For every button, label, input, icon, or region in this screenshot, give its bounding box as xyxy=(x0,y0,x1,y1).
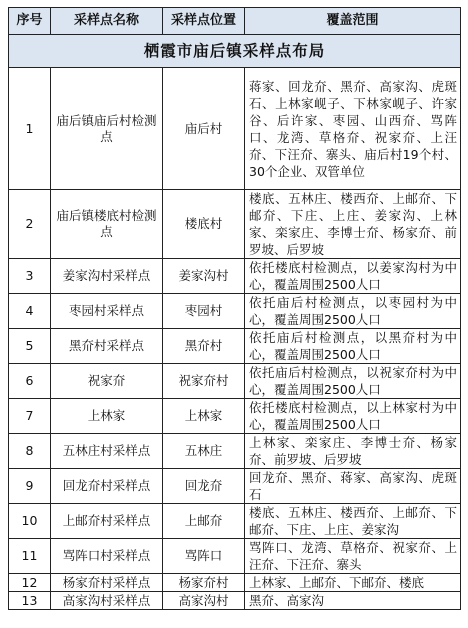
cell-name: 祝家夼 xyxy=(51,364,163,399)
cell-num: 4 xyxy=(9,294,51,329)
cell-name: 高家沟村采样点 xyxy=(51,592,163,610)
header-row xyxy=(9,8,461,35)
cell-name: 骂阵口村采样点 xyxy=(51,539,163,574)
cell-location: 枣园村 xyxy=(163,294,245,329)
cell-coverage: 蒋家、回龙夼、黑夼、高家沟、虎斑石、上林家岘子、下林家岘子、许家谷、后许家、枣园、山西夼、骂阵口、龙湾、草格夼、祝家夼、上汪夼、下汪夼、寨头、庙后村19个村、30个企业、双管单位 xyxy=(245,68,461,190)
cell-coverage: 上林家、上邮夼、下邮夼、楼底 xyxy=(245,574,461,592)
cell-name: 上林家 xyxy=(51,399,163,434)
header-coverage: 覆盖范围 xyxy=(245,8,461,35)
table-row xyxy=(9,294,461,329)
cell-location: 杨家夼村 xyxy=(163,574,245,592)
document-page xyxy=(8,7,460,610)
cell-coverage: 回龙夼、黑夼、蒋家、高家沟、虎斑石 xyxy=(245,469,461,504)
sampling-table xyxy=(8,7,461,610)
cell-coverage: 依托庙后村检测点，以黑夼村为中心，覆盖周围2500人口 xyxy=(245,329,461,364)
cell-num: 11 xyxy=(9,539,51,574)
table-row xyxy=(9,469,461,504)
cell-coverage: 楼底、五林庄、楼西夼、上邮夼、下邮夼、下庄、上庄、姜家沟 xyxy=(245,504,461,539)
cell-coverage: 骂阵口、龙湾、草格夼、祝家夼、上汪夼、下汪夼、寨头 xyxy=(245,539,461,574)
header-name: 采样点名称 xyxy=(51,8,163,35)
header-num: 序号 xyxy=(9,8,51,35)
cell-num: 5 xyxy=(9,329,51,364)
cell-num: 6 xyxy=(9,364,51,399)
cell-name: 上邮夼村采样点 xyxy=(51,504,163,539)
cell-location: 庙后村 xyxy=(163,68,245,190)
cell-num: 7 xyxy=(9,399,51,434)
cell-num: 13 xyxy=(9,592,51,610)
cell-name: 庙后镇庙后村检测点 xyxy=(51,68,163,190)
cell-num: 8 xyxy=(9,434,51,469)
cell-coverage: 楼底、五林庄、楼西夼、上邮夼、下邮夼、下庄、上庄、姜家沟、上林家、栾家庄、李博士夼、杨家夼、前罗坡、后罗坡 xyxy=(245,190,461,259)
cell-name: 五林庄村采样点 xyxy=(51,434,163,469)
cell-coverage: 依托庙后村检测点，以枣园村为中心，覆盖周围2500人口 xyxy=(245,294,461,329)
table-row xyxy=(9,504,461,539)
cell-location: 高家沟村 xyxy=(163,592,245,610)
cell-num: 10 xyxy=(9,504,51,539)
cell-num: 9 xyxy=(9,469,51,504)
table-row xyxy=(9,259,461,294)
cell-name: 枣园村采样点 xyxy=(51,294,163,329)
table-row xyxy=(9,190,461,259)
title-row xyxy=(9,35,461,68)
table-row xyxy=(9,434,461,469)
cell-location: 骂阵口 xyxy=(163,539,245,574)
table-row xyxy=(9,364,461,399)
table-row xyxy=(9,329,461,364)
cell-coverage: 上林家、栾家庄、李博士夼、杨家夼、前罗坡、后罗坡 xyxy=(245,434,461,469)
cell-location: 姜家沟村 xyxy=(163,259,245,294)
cell-location: 回龙夼 xyxy=(163,469,245,504)
table-row xyxy=(9,68,461,190)
table-title: 栖霞市庙后镇采样点布局 xyxy=(9,35,461,68)
cell-location: 五林庄 xyxy=(163,434,245,469)
cell-num: 12 xyxy=(9,574,51,592)
header-location: 采样点位置 xyxy=(163,8,245,35)
cell-location: 黑夼村 xyxy=(163,329,245,364)
cell-name: 姜家沟村采样点 xyxy=(51,259,163,294)
cell-name: 回龙夼村采样点 xyxy=(51,469,163,504)
cell-num: 1 xyxy=(9,68,51,190)
cell-num: 2 xyxy=(9,190,51,259)
cell-name: 黑夼村采样点 xyxy=(51,329,163,364)
table-row xyxy=(9,539,461,574)
cell-coverage: 依托庙后村检测点，以祝家夼村为中心，覆盖周围2500人口 xyxy=(245,364,461,399)
cell-name: 杨家夼村采样点 xyxy=(51,574,163,592)
table-row xyxy=(9,574,461,592)
cell-coverage: 依托楼底村检测点，以姜家沟村为中心，覆盖周围2500人口 xyxy=(245,259,461,294)
cell-location: 楼底村 xyxy=(163,190,245,259)
cell-location: 祝家夼村 xyxy=(163,364,245,399)
table-row xyxy=(9,399,461,434)
cell-location: 上邮夼 xyxy=(163,504,245,539)
cell-coverage: 依托楼底村检测点，以上林家村为中心，覆盖周围2500人口 xyxy=(245,399,461,434)
table-row xyxy=(9,592,461,610)
cell-num: 3 xyxy=(9,259,51,294)
cell-name: 庙后镇楼底村检测点 xyxy=(51,190,163,259)
cell-coverage: 黑夼、高家沟 xyxy=(245,592,461,610)
cell-location: 上林家 xyxy=(163,399,245,434)
